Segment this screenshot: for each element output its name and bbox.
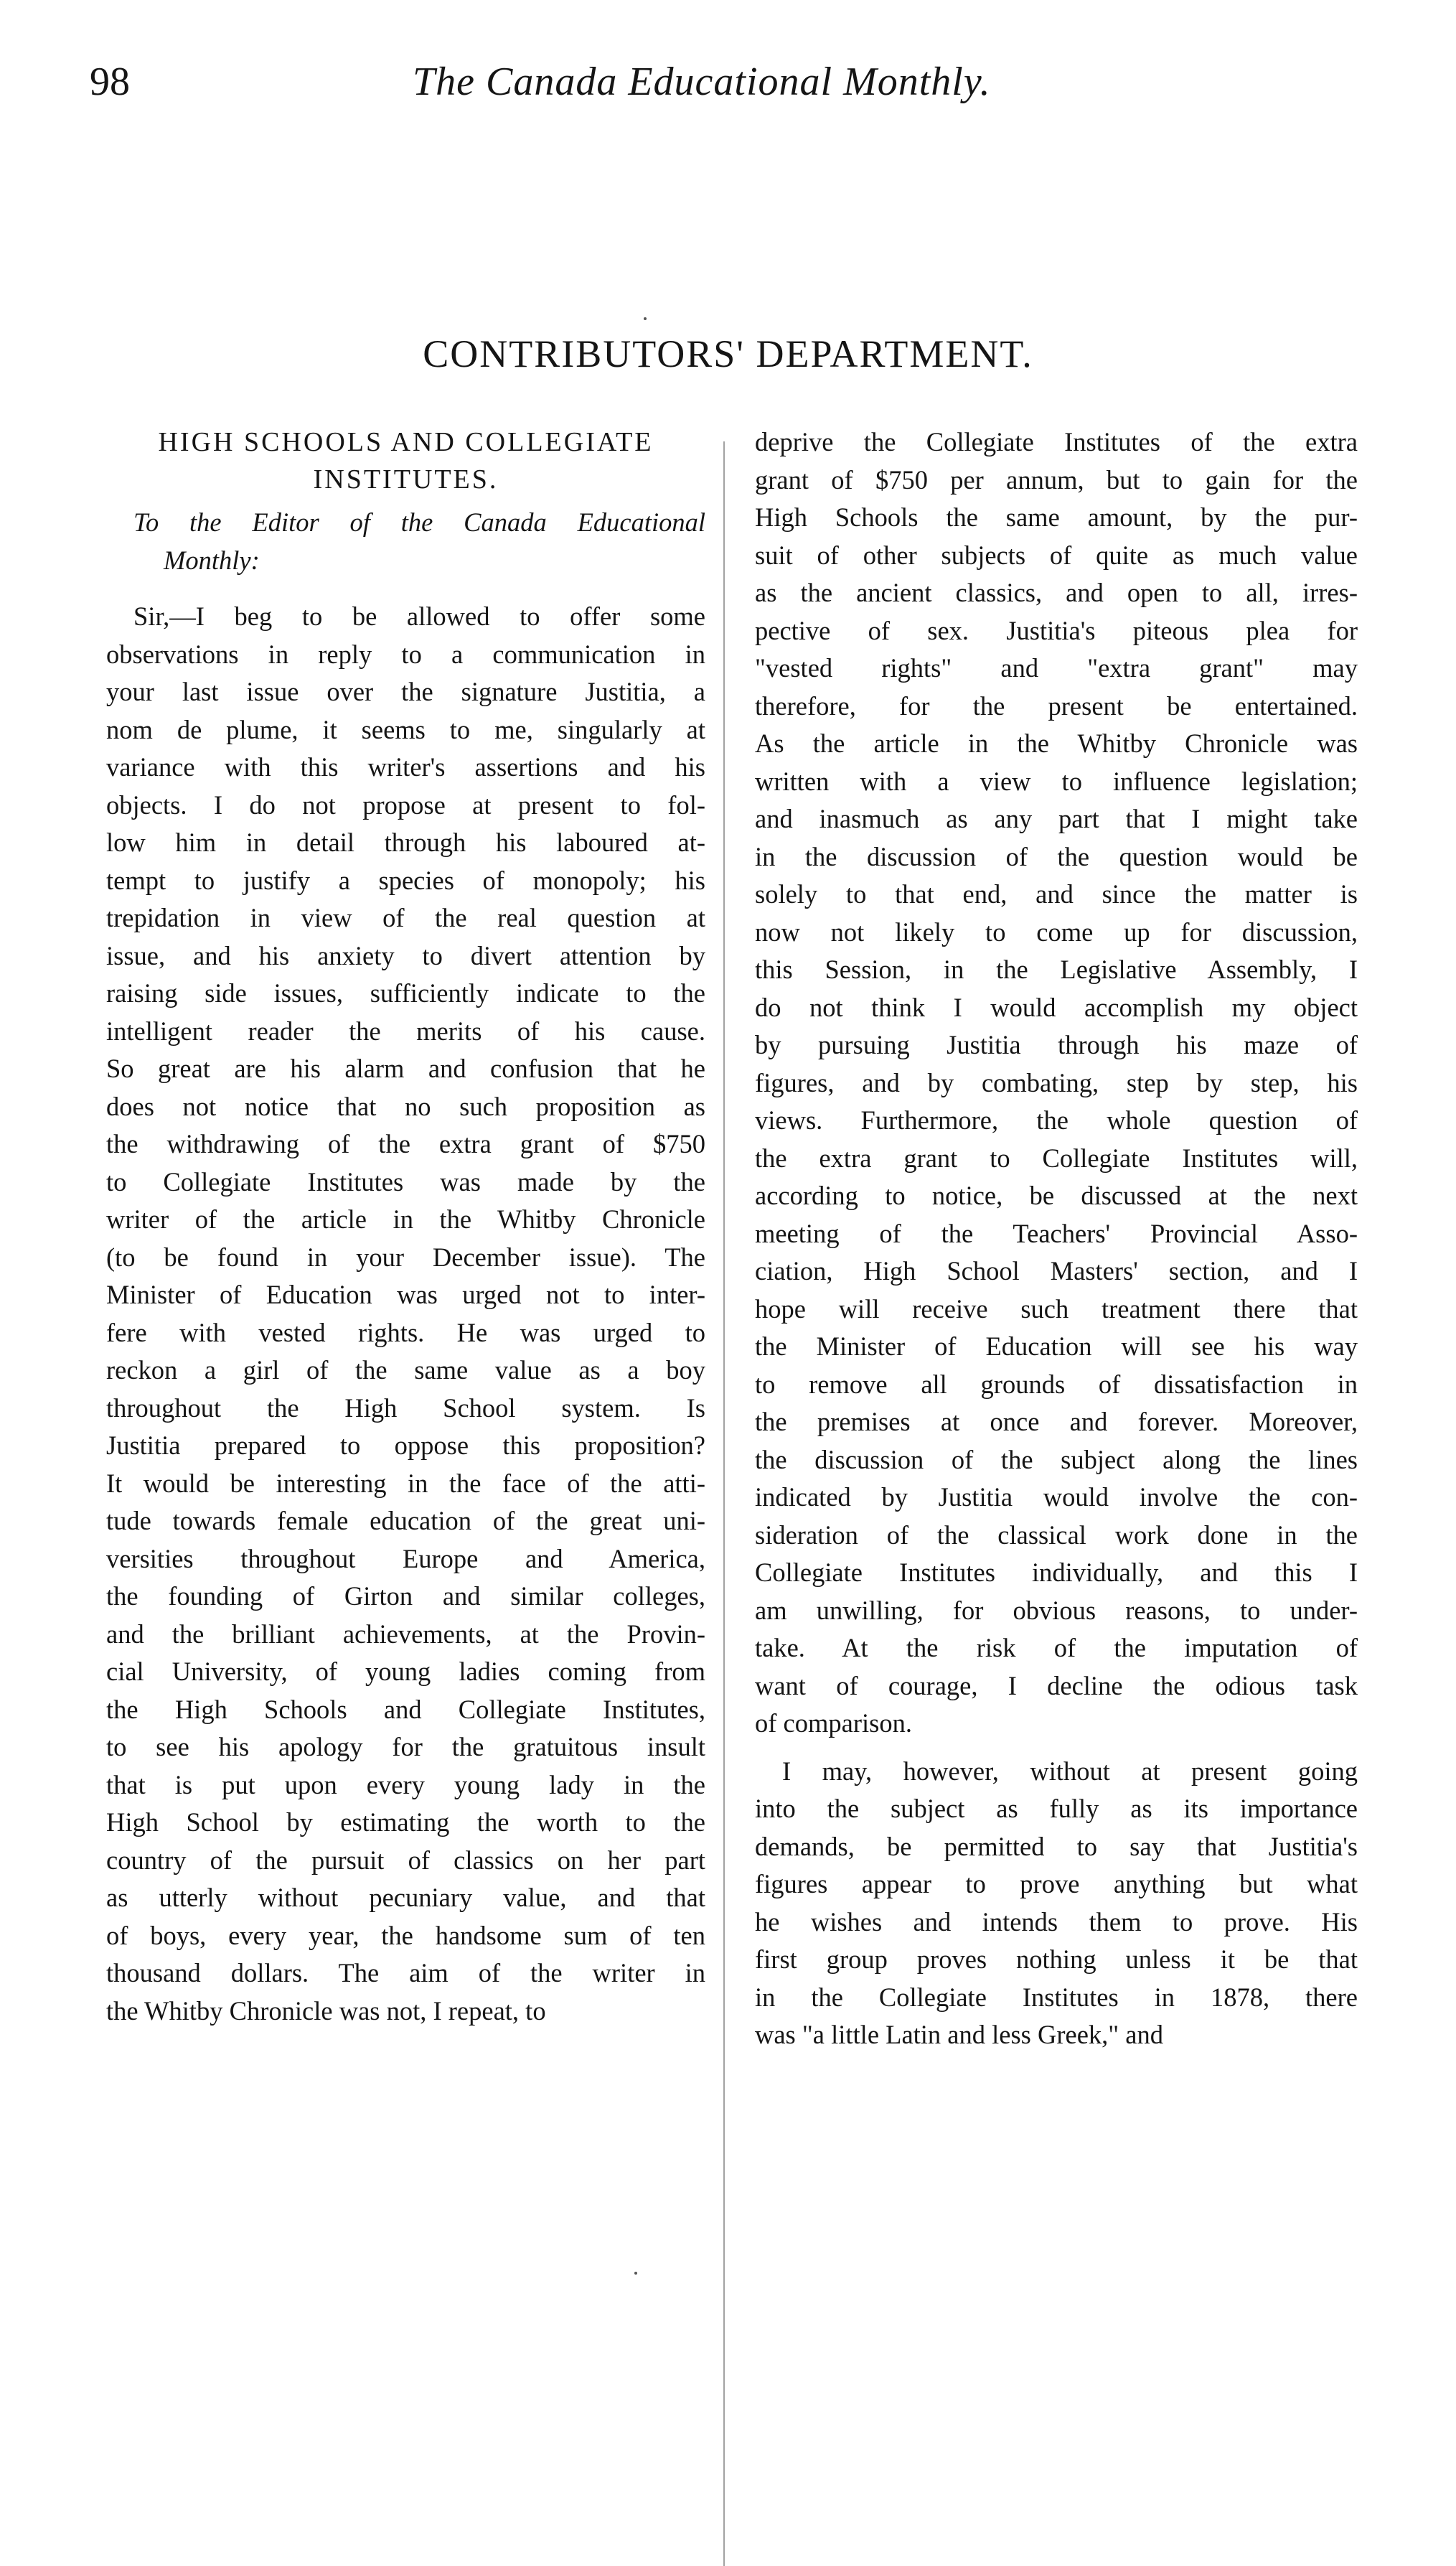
article-title-line-1: HIGH SCHOOLS AND COLLEGIATE [158,427,654,457]
text-line: as the ancient classics, and open to all, irres- [755,578,1358,607]
text-line: Sir,—I beg to be allowed to offer some [133,601,705,631]
text-line: and inasmuch as any part that I might take [755,804,1358,833]
text-line: deprive the Collegiate Institutes of the extra [755,427,1358,456]
text-line: throughout the High School system. Is [106,1392,705,1423]
text-line: indicated by Justitia would involve the con- [755,1482,1358,1512]
text-line: of boys, every year, the handsome sum of ten [106,1920,705,1950]
text-line: as utterly without pecuniary value, and that [106,1883,705,1912]
text-line: fere with vested rights. He was urged to [106,1317,705,1347]
text-line: that is put upon every young lady in the [106,1769,705,1799]
salutation-line-2: Monthly: [164,545,260,575]
text-line: was "a little Latin and less Greek," and [755,2020,1164,2049]
text-line: am unwilling, for obvious reasons, to under- [755,1595,1358,1625]
right-column [755,423,1358,2054]
text-line: "vested rights" and "extra grant" may [755,653,1358,683]
text-line: High School by estimating the worth to the [106,1807,705,1837]
text-line: the Minister of Education will see his way [755,1331,1358,1361]
text-line: I may, however, without at present going [782,1756,1358,1786]
text-line: Minister of Education was urged not to inter- [106,1280,705,1309]
text-line: solely to that end, and since the matter is [755,879,1358,909]
left-column [106,423,705,2030]
text-line: issue, and his anxiety to divert attention by [106,940,705,970]
text-line: figures appear to prove anything but what [755,1869,1358,1898]
text-line: versities throughout Europe and America, [106,1543,705,1573]
text-line: the withdrawing of the extra grant of $750 [106,1129,705,1158]
text-line: Justitia prepared to oppose this proposition? [106,1431,705,1460]
text-line: grant of $750 per annum, but to gain for the [755,464,1358,495]
text-line: to Collegiate Institutes was made by the [106,1166,705,1197]
text-line: therefore, for the present be entertained. [755,690,1358,721]
text-line: the Whitby Chronicle was not, I repeat, to [106,1995,546,2026]
text-line: want of courage, I decline the odious task [755,1670,1358,1700]
text-line: the discussion of the subject along the lines [755,1444,1358,1474]
text-line: in the discussion of the question would be [755,841,1358,871]
text-line: country of the pursuit of classics on her part [106,1845,705,1875]
text-line: writer of the article in the Whitby Chronicle [106,1204,705,1234]
text-line: So great are his alarm and confusion that he [106,1054,705,1083]
ornament-dot [644,317,647,320]
article-title-line-2: INSTITUTES. [313,464,499,495]
text-line: to see his apology for the gratuitous insult [106,1732,705,1761]
text-line: into the subject as fully as its importance [755,1794,1358,1823]
text-line: As the article in the Whitby Chronicle was [755,729,1358,758]
text-line: hope will receive such treatment there that [755,1293,1358,1324]
text-line: observations in reply to a communication in [106,639,705,669]
text-line: the premises at once and forever. Moreover, [755,1407,1358,1436]
text-line: pective of sex. Justitia's piteous plea for [755,615,1358,645]
text-line: ciation, High School Masters' section, and I [755,1256,1358,1286]
text-line: tempt to justify a species of monopoly; his [106,865,705,895]
text-line: low him in detail through his laboured at- [106,828,705,857]
text-line: raising side issues, sufficiently indicate to the [106,978,705,1008]
text-line: sideration of the classical work done in the [755,1520,1358,1550]
text-line: reckon a girl of the same value as a boy [106,1355,705,1385]
text-line: suit of other subjects of quite as much value [755,540,1358,570]
right-column-text [755,423,1358,2054]
text-line: now not likely to come up for discussion, [755,917,1358,947]
text-line: (to be found in your December issue). The [106,1242,705,1272]
text-line: this Session, in the Legislative Assembly, I [755,955,1358,984]
text-line: take. At the risk of the imputation of [755,1633,1358,1662]
text-line: variance with this writer's assertions and his [106,752,705,782]
text-line: of comparison. [755,1708,912,1738]
text-line: demands, be permitted to say that Justitia's [755,1831,1358,1861]
text-line: trepidation in view of the real question at [106,903,705,932]
text-line: tude towards female education of the great uni- [106,1506,705,1535]
footer-dot [634,2272,637,2275]
salutation-line-1: To the Editor of the Canada Educational [133,507,705,537]
text-line: does not notice that no such proposition as [106,1091,705,1121]
column-rule [723,441,725,2566]
left-column-text [106,598,705,2030]
department-title: CONTRIBUTORS' DEPARTMENT. [423,332,1033,375]
journal-title: The Canada Educational Monthly. [413,60,991,104]
text-line: views. Furthermore, the whole question of [755,1105,1358,1135]
text-line: figures, and by combating, step by step, his [755,1067,1358,1097]
running-head [0,59,1456,116]
text-line: the extra grant to Collegiate Institutes will, [755,1143,1358,1173]
text-line: do not think I would accomplish my object [755,992,1358,1022]
text-line: meeting of the Teachers' Provincial Asso- [755,1218,1358,1248]
text-line: High Schools the same amount, by the pur- [755,502,1358,532]
text-line: cial University, of young ladies coming from [106,1657,705,1686]
text-line: in the Collegiate Institutes in 1878, there [755,1982,1358,2012]
text-line: to remove all grounds of dissatisfaction in [755,1369,1358,1399]
text-line: by pursuing Justitia through his maze of [755,1030,1358,1059]
text-line: It would be interesting in the face of the atti- [106,1468,705,1498]
text-line: the founding of Girton and similar colleges, [106,1581,705,1611]
text-line: thousand dollars. The aim of the writer in [106,1958,705,1987]
text-line: according to notice, be discussed at the next [755,1181,1358,1210]
text-line: he wishes and intends them to prove. His [755,1906,1358,1937]
text-line: intelligent reader the merits of his cause. [106,1016,705,1046]
text-line: nom de plume, it seems to me, singularly at [106,714,705,744]
text-line: your last issue over the signature Justitia, a [106,677,705,706]
text-line: first group proves nothing unless it be that [755,1944,1358,1974]
text-line: objects. I do not propose at present to fol- [106,790,705,820]
text-line: written with a view to influence legislation; [755,766,1358,796]
text-line: and the brilliant achievements, at the Provin- [106,1619,705,1649]
text-line: the High Schools and Collegiate Institutes, [106,1694,705,1724]
page-number: 98 [90,60,130,104]
text-line: Collegiate Institutes individually, and this I [755,1558,1358,1587]
